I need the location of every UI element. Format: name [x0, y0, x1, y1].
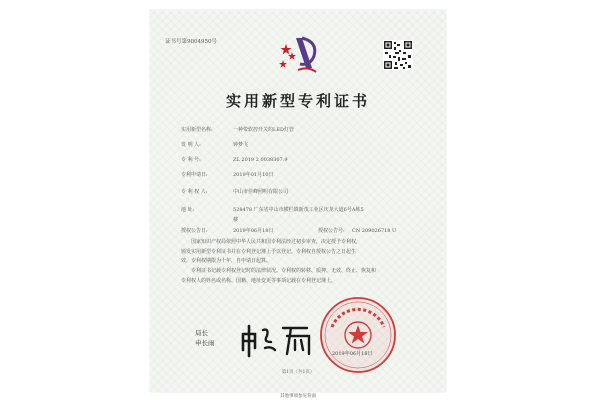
- field-label: 专 利 权 人:: [181, 189, 208, 195]
- qr-code-icon: [383, 40, 413, 70]
- field-value: 钟梦飞: [233, 142, 249, 148]
- field-value: 中山市佳峰照明有限公司: [233, 189, 289, 195]
- certificate-title: 实用新型专利证书: [225, 92, 370, 110]
- body-line: 颁发实用新型专利证书并在专利登记簿上予以登记。专利权自授权公告之日起生: [181, 248, 357, 255]
- page-number: 第1页（共1页）: [281, 370, 315, 375]
- body-line: 国家知识产权局依照中华人民共和国专利法经过初步审查，决定授予专利权，: [191, 239, 362, 245]
- field-value: 528478 广东省中山市横栏镇新茂工业区庆龙大道6号A栋5: [233, 207, 364, 213]
- field-address: [181, 206, 364, 213]
- field-value: 2019年01月10日: [233, 172, 274, 178]
- field-inventor: [181, 141, 248, 148]
- field-patentee: [181, 188, 288, 195]
- field-grant-date: [181, 227, 273, 234]
- handwritten-signature-icon: [237, 320, 317, 360]
- field-label: 实用新型名称:: [181, 127, 213, 133]
- field-label: 发 明 人:: [181, 142, 201, 148]
- field-value: 2019年06月18日: [233, 228, 274, 234]
- body-line: 效。专利权期限为十年，自申请日起算。: [181, 258, 272, 264]
- field-value: 一种带软控开关的LED灯管: [233, 127, 294, 133]
- field-address-cont: [233, 216, 238, 223]
- field-label: 授权公告日:: [181, 228, 208, 234]
- field-label: 地 址:: [181, 207, 195, 213]
- field-label: 专 利 号:: [181, 157, 201, 163]
- body-paragraph-2: [181, 267, 417, 286]
- field-value: CN 209026718 U: [352, 228, 397, 234]
- official-seal-icon: [318, 295, 398, 375]
- body-line: 专利权人的姓名或名称、国籍、地址变更等事项记载在专利登记簿上。: [181, 277, 337, 284]
- certificate-number: 证书号第9004950号: [165, 39, 217, 45]
- field-value: 楼: [233, 217, 239, 223]
- director-title: 局长: [195, 329, 208, 337]
- field-value: ZL 2019 2 0038307.9: [233, 157, 288, 163]
- field-grant-number: [318, 227, 396, 234]
- director-name: 申长雨: [195, 339, 215, 347]
- field-utility-model-name: [181, 126, 294, 133]
- body-paragraph-1: [181, 238, 417, 267]
- seal-date: 2019年06月18日: [332, 351, 373, 357]
- field-patent-number: [181, 156, 288, 163]
- body-line: 专利证书记载专利权登记时的法律状况。专利权的转移、质押、无效、终止、恢复和: [191, 268, 377, 274]
- field-label: 专利申请日:: [181, 172, 208, 178]
- footer-note: 其他事项参见背面: [280, 394, 316, 399]
- patent-office-logo-icon: [278, 30, 320, 90]
- field-label: 授权公告号:: [318, 228, 345, 234]
- field-application-date: [181, 171, 273, 178]
